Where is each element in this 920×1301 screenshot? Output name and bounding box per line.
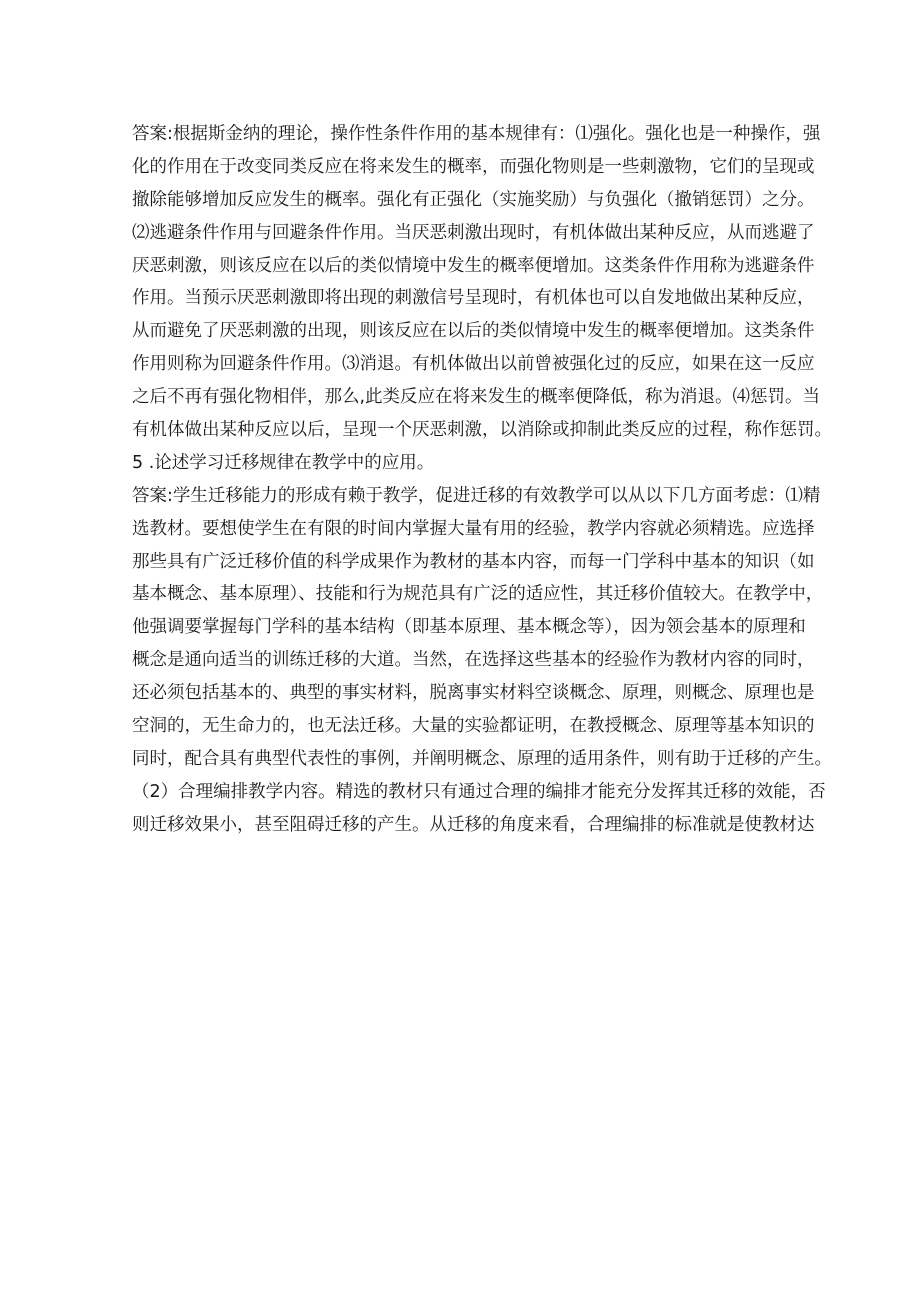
text-line: 答案:根据斯金纳的理论，操作性条件作用的基本规律有：⑴强化。强化也是一种操作，强 <box>132 124 821 144</box>
text-line: 同时，配合具有典型代表性的事例，并阐明概念、原理的适用条件，则有助于迁移的产生。 <box>132 748 832 769</box>
text-line: ⑵逃避条件作用与回避条件作用。当厌恶刺激出现时，有机体做出某种反应，从而逃避了 <box>132 222 815 243</box>
text-line: 选教材。要想使学生在有限的时间内掌握大量有用的经验，教学内容就必须精选。应选择 <box>132 518 815 539</box>
text-line: 他强调要掌握每门学科的基本结构（即基本原理、基本概念等），因为领会基本的原理和 <box>132 617 806 638</box>
text-line: 之后不再有强化物相伴，那么,此类反应在将来发生的概率便降低，称为消退。⑷惩罚。当 <box>132 387 821 408</box>
text-line: 概念是通向适当的训练迁移的大道。当然，在选择这些基本的经验作为教材内容的同时， <box>132 650 815 671</box>
text-line: 撤除能够增加反应发生的概率。强化有正强化（实施奖励）与负强化（撤销惩罚）之分。 <box>132 189 815 210</box>
text-line: 那些具有广泛迁移价值的科学成果作为教材的基本内容，而每一门学科中基本的知识（如 <box>132 551 815 572</box>
text-line: 从而避免了厌恶刺激的出现，则该反应在以后的类似情境中发生的概率便增加。这类条件 <box>132 321 815 342</box>
text-line: 有机体做出某种反应以后，呈现一个厌恶刺激，以消除或抑制此类反应的过程，称作惩罚。 <box>132 420 832 441</box>
text-line: 化的作用在于改变同类反应在将来发生的概率，而强化物则是一些刺激物，它们的呈现或 <box>132 156 815 177</box>
text-line: 作用。当预示厌恶刺激即将出现的刺激信号呈现时，有机体也可以自发地做出某种反应， <box>132 288 815 309</box>
text-line: 答案:学生迁移能力的形成有赖于教学，促进迁移的有效教学可以从以下几方面考虑：⑴精 <box>132 485 821 506</box>
question-heading: 5 .论述学习迁移规律在教学中的应用。 <box>132 452 435 473</box>
document-body <box>132 118 832 842</box>
text-line: 空洞的，无生命力的，也无法迁移。大量的实验都证明，在教授概念、原理等基本知识的 <box>132 716 815 737</box>
text-line: 作用则称为回避条件作用。⑶消退。有机体做出以前曾被强化过的反应，如果在这一反应 <box>132 354 815 375</box>
text-line: 基本概念、基本原理）、技能和行为规范具有广泛的适应性，其迁移价值较大。在教学中， <box>132 584 824 605</box>
text-line: 则迁移效果小，甚至阻碍迁移的产生。从迁移的角度来看，合理编排的标准就是使教材达 <box>132 814 815 835</box>
text-line: （2）合理编排教学内容。精选的教材只有通过合理的编排才能充分发挥其迁移的效能，否 <box>132 781 826 802</box>
text-line: 厌恶刺激，则该反应在以后的类似情境中发生的概率便增加。这类条件作用称为逃避条件 <box>132 255 815 276</box>
text-line: 还必须包括基本的、典型的事实材料，脱离事实材料空谈概念、原理，则概念、原理也是 <box>132 683 815 704</box>
